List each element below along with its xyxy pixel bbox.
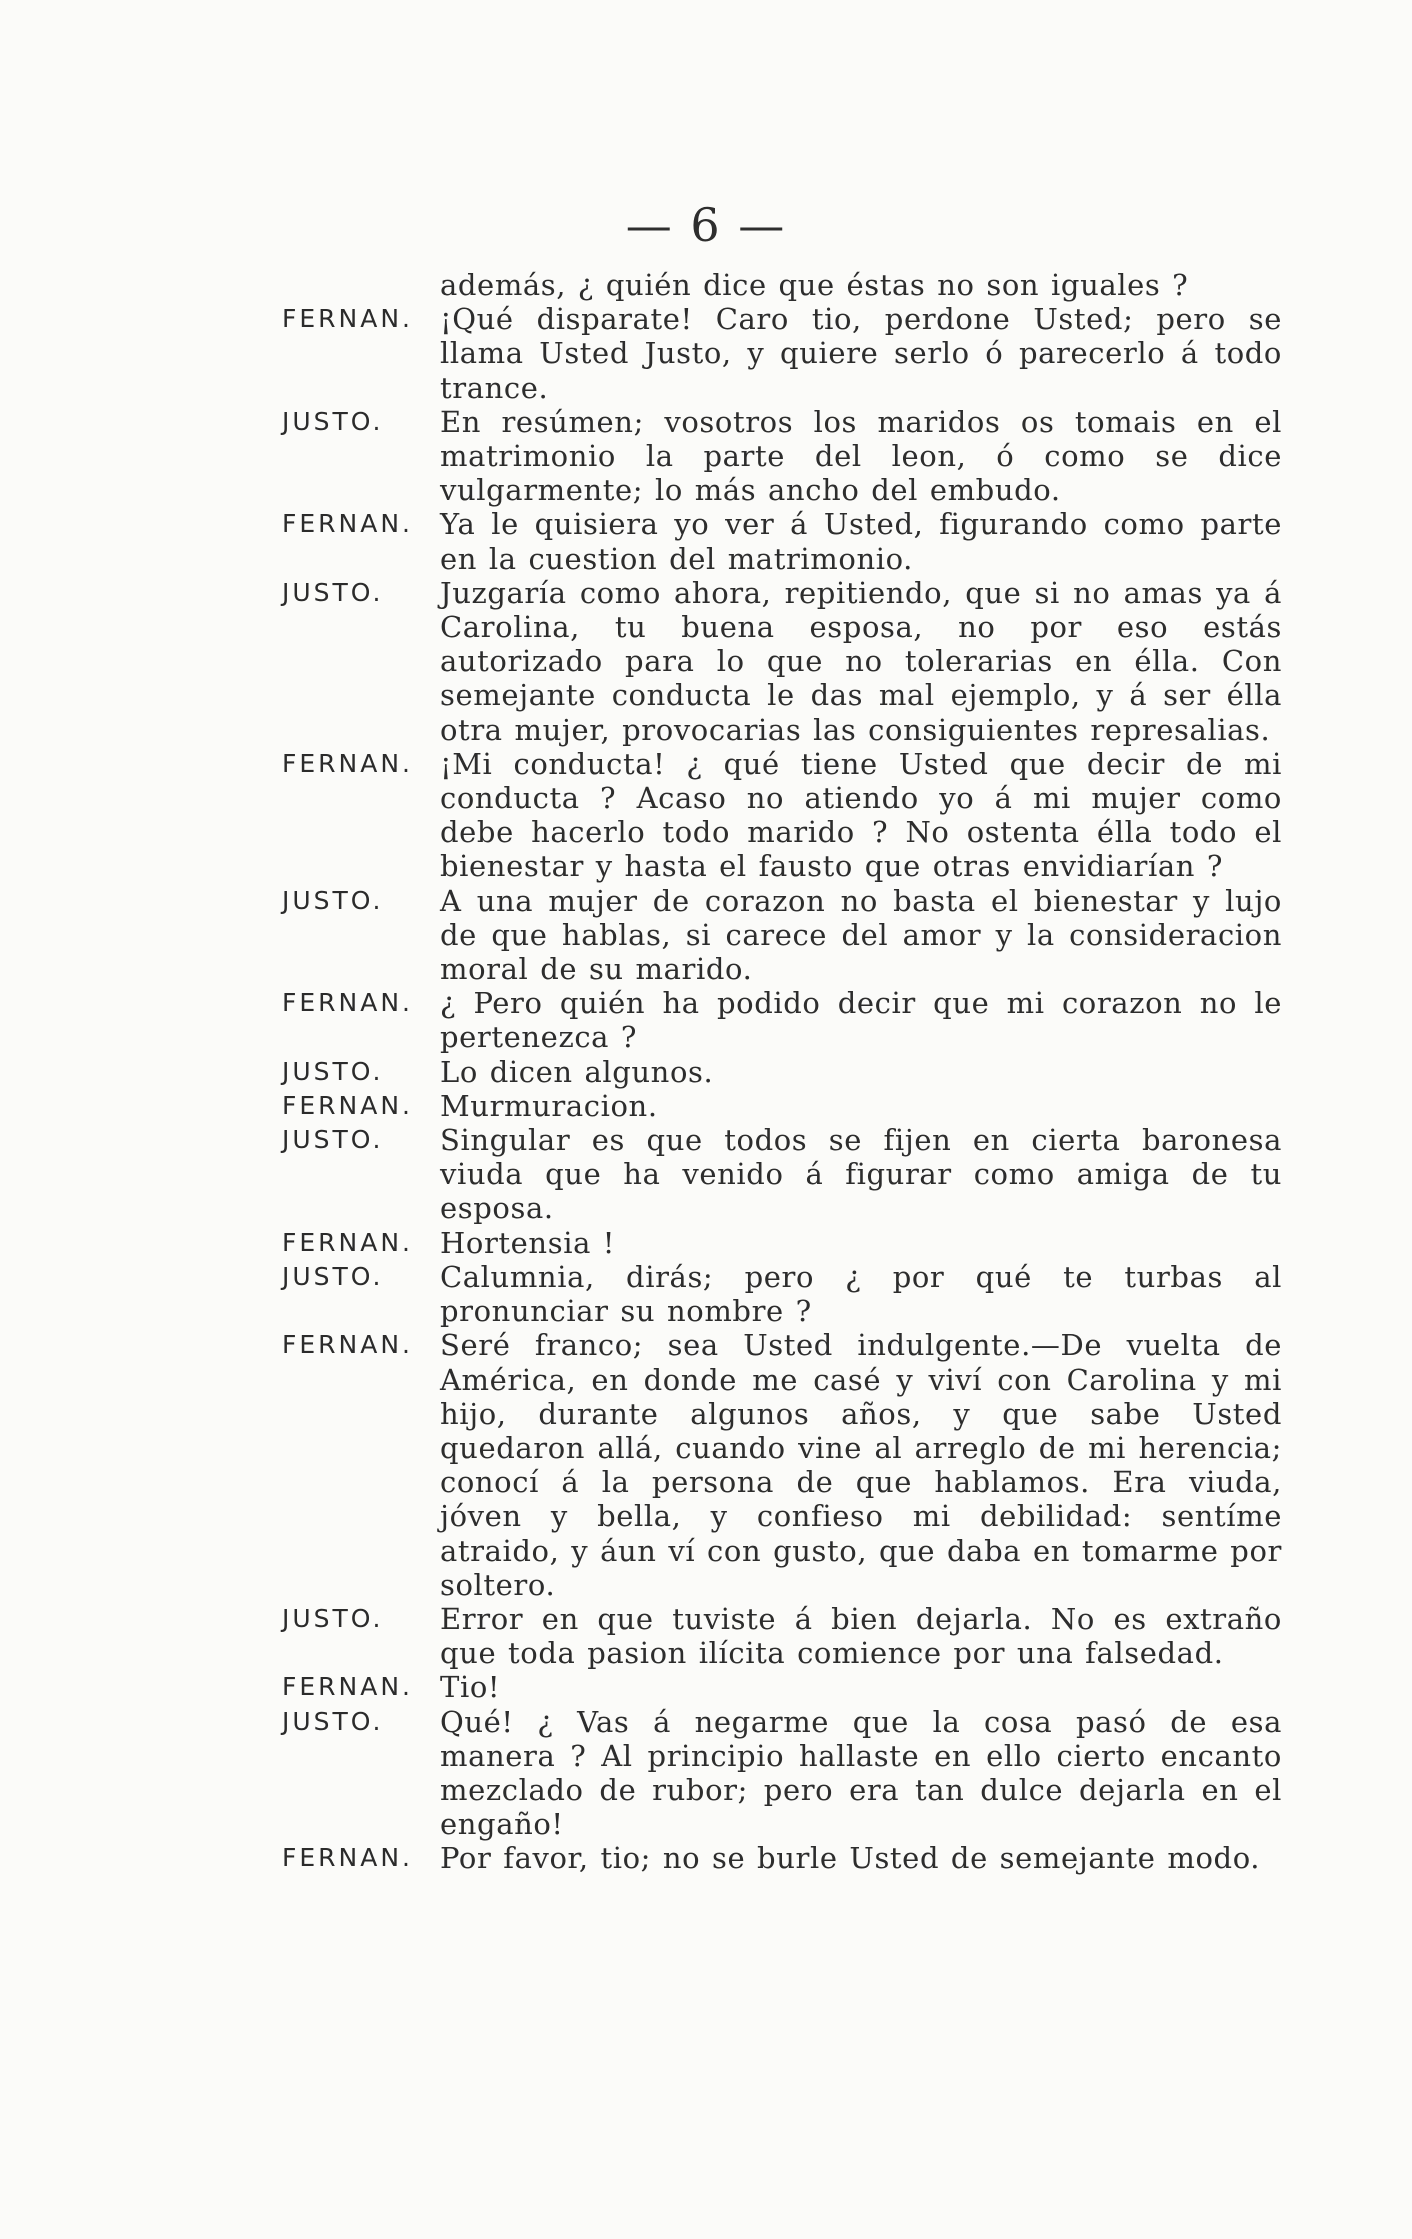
speech-text: A una mujer de corazon no basta el bienestar y lujo de que hablas, si carece del amor y la consideracion moral de su marido.: [440, 883, 1282, 987]
dialogue-entry: [282, 1602, 1282, 1670]
dialogue-entry: [282, 1705, 1282, 1842]
speech-text: Juzgaría como ahora, repitiendo, que si no amas ya á Carolina, tu buena esposa, no por eso estás autorizado para lo que no tolerarias en élla. Con semejante conducta le das mal ejemplo, y á ser élla otra mujer, provocarias las consiguientes represalias.: [440, 575, 1282, 747]
speech-text: Hortensia !: [440, 1225, 616, 1260]
speech-text: Error en que tuviste á bien dejarla. No es extraño que toda pasion ilícita comience por una falsedad.: [440, 1601, 1282, 1671]
dialogue: [282, 268, 1282, 1876]
dialogue-entry: [282, 268, 1282, 302]
dialogue-entry: [282, 986, 1282, 1054]
speaker-name: FERNAN.: [282, 988, 413, 1018]
speaker-name: JUSTO.: [282, 885, 384, 915]
speech-text: En resúmen; vosotros los maridos os tomais en el matrimonio la parte del leon, ó como se dice vulgarmente; lo más ancho del embudo.: [440, 404, 1282, 508]
speech-text: Tio!: [440, 1670, 501, 1705]
speech-text: Ya le quisiera yo ver á Usted, figurando como parte en la cuestion del matrimonio.: [440, 507, 1282, 576]
dialogue-entry: [282, 1260, 1282, 1328]
dialogue-entry: [282, 1089, 1282, 1123]
speech-text: Calumnia, dirás; pero ¿ por qué te turbas al pronunciar su nombre ?: [440, 1259, 1282, 1329]
dialogue-entry: [282, 1123, 1282, 1226]
dialogue-entry: [282, 405, 1282, 508]
dialogue-entry: [282, 1055, 1282, 1089]
page-number: — 6 —: [625, 198, 787, 252]
speech-text: ¡Qué disparate! Caro tio, perdone Usted; pero se llama Usted Justo, y quiere serlo ó parecerlo á todo trance.: [440, 302, 1282, 405]
speech-text: Seré franco; sea Usted indulgente.—De vuelta de América, en donde me casé y viví con Carolina y mi hijo, durante algunos años, y que sabe Usted quedaron allá, cuando vine al arreglo de mi herencia; conocí á la persona de que hablamos. Era viuda, jóven y bella, y confieso mi debilidad: sentíme atraido, y áun ví con gusto, que daba en tomarme por soltero.: [440, 1328, 1282, 1602]
dialogue-entry: [282, 1841, 1282, 1875]
speech-text: Murmuracion.: [440, 1088, 658, 1123]
speech-text: Lo dicen algunos.: [440, 1054, 714, 1089]
speaker-name: FERNAN.: [282, 1330, 413, 1360]
speaker-name: FERNAN.: [282, 1090, 413, 1120]
dialogue-entry: [282, 576, 1282, 747]
dialogue-entry: [282, 884, 1282, 987]
speaker-name: JUSTO.: [282, 406, 384, 436]
speaker-name: FERNAN.: [282, 304, 413, 334]
dialogue-entry: [282, 302, 1282, 405]
speech-text: Qué! ¿ Vas á negarme que la cosa pasó de esa manera ? Al principio hallaste en ello cierto encanto mezclado de rubor; pero era tan dulce dejarla en el engaño!: [440, 1704, 1282, 1842]
speech-text: ¡Mi conducta! ¿ qué tiene Usted que decir de mi conducta ? Acaso no atiendo yo á mi mujer como debe hacerlo todo marido ? No ostenta élla todo el bienestar y hasta el fausto que otras envidiarían ?: [440, 746, 1282, 884]
dialogue-entry: [282, 1226, 1282, 1260]
speech-text: ¿ Pero quién ha podido decir que mi corazon no le pertenezca ?: [440, 986, 1282, 1055]
speaker-name: JUSTO.: [282, 1706, 384, 1736]
speaker-name: JUSTO.: [282, 1125, 384, 1155]
speech-text: Por favor, tio; no se burle Usted de semejante modo.: [440, 1841, 1261, 1876]
dialogue-entry: [282, 747, 1282, 884]
speech-text: Singular es que todos se fijen en cierta baronesa viuda que ha venido á figurar como amiga de tu esposa.: [440, 1123, 1282, 1226]
dialogue-entry: [282, 1328, 1282, 1602]
speaker-name: FERNAN.: [282, 1227, 413, 1257]
speaker-name: FERNAN.: [282, 1672, 413, 1702]
speaker-name: FERNAN.: [282, 1843, 413, 1873]
speaker-name: JUSTO.: [282, 1261, 384, 1291]
speech-text: además, ¿ quién dice que éstas no son iguales ?: [440, 268, 1189, 302]
dialogue-entry: [282, 507, 1282, 575]
speaker-name: JUSTO.: [282, 577, 384, 607]
speaker-name: JUSTO.: [282, 1603, 384, 1633]
speaker-name: FERNAN.: [282, 509, 413, 539]
speaker-name: JUSTO.: [282, 1056, 384, 1086]
speaker-name: FERNAN.: [282, 748, 413, 778]
dialogue-entry: [282, 1670, 1282, 1704]
